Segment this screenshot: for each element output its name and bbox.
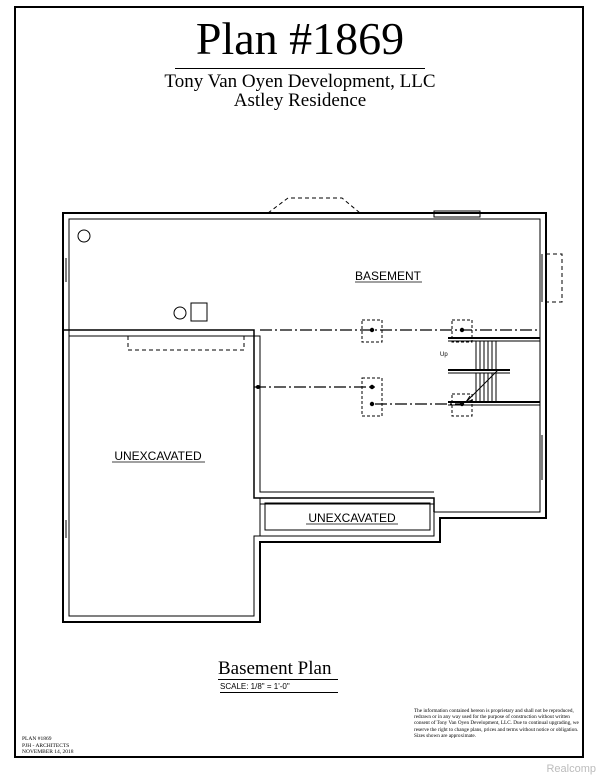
staircase [448,338,540,405]
disclaimer-text: The information contained hereon is proprietary and shall not be reproduced, redrawn or in any way used for the purpose of construction without written consent of Tony Van Oyen Development, LLC. Due to continual upgrading, we reserve the right to change plans, prices and terms without notice or obligation. Sizes shown are approximate. [414,708,579,739]
footer-date: NOVEMBER 14, 2018 [22,749,74,755]
title-block [22,736,74,756]
right-window-projection [546,254,562,302]
footing-dashed [128,336,244,350]
company-name: Tony Van Oyen Development, LLC [164,71,436,92]
footer-plan-number: PLAN #1869 [22,736,52,742]
plan-number-title: Plan #1869 [195,13,405,64]
unexcavated-label-small: UNEXCAVATED [308,511,396,525]
footer-architect: PJH - ARCHITECTS [22,742,70,749]
interior-wall-inner [69,336,434,492]
basement-label: BASEMENT [354,269,422,283]
unexcavated-label-main: UNEXCAVATED [114,449,202,463]
exterior-wall-outer [63,213,546,622]
sump-pit [78,230,90,242]
plan-scale: SCALE: 1/8" = 1'-0" [220,682,290,691]
interior-wall-outer [63,330,434,512]
residence-name: Astley Residence [233,90,367,111]
exterior-wall-inner [69,219,540,616]
bay-projection [268,198,360,213]
stair-up-label: Up [440,352,448,358]
plan-caption-underline [218,679,338,680]
furnace [191,303,207,321]
plan-caption-title: Basement Plan [218,658,332,679]
scale-underline [220,692,338,693]
water-heater [174,307,186,319]
realcomp-watermark: Realcomp [546,763,596,775]
pier-footing-3 [362,378,382,416]
